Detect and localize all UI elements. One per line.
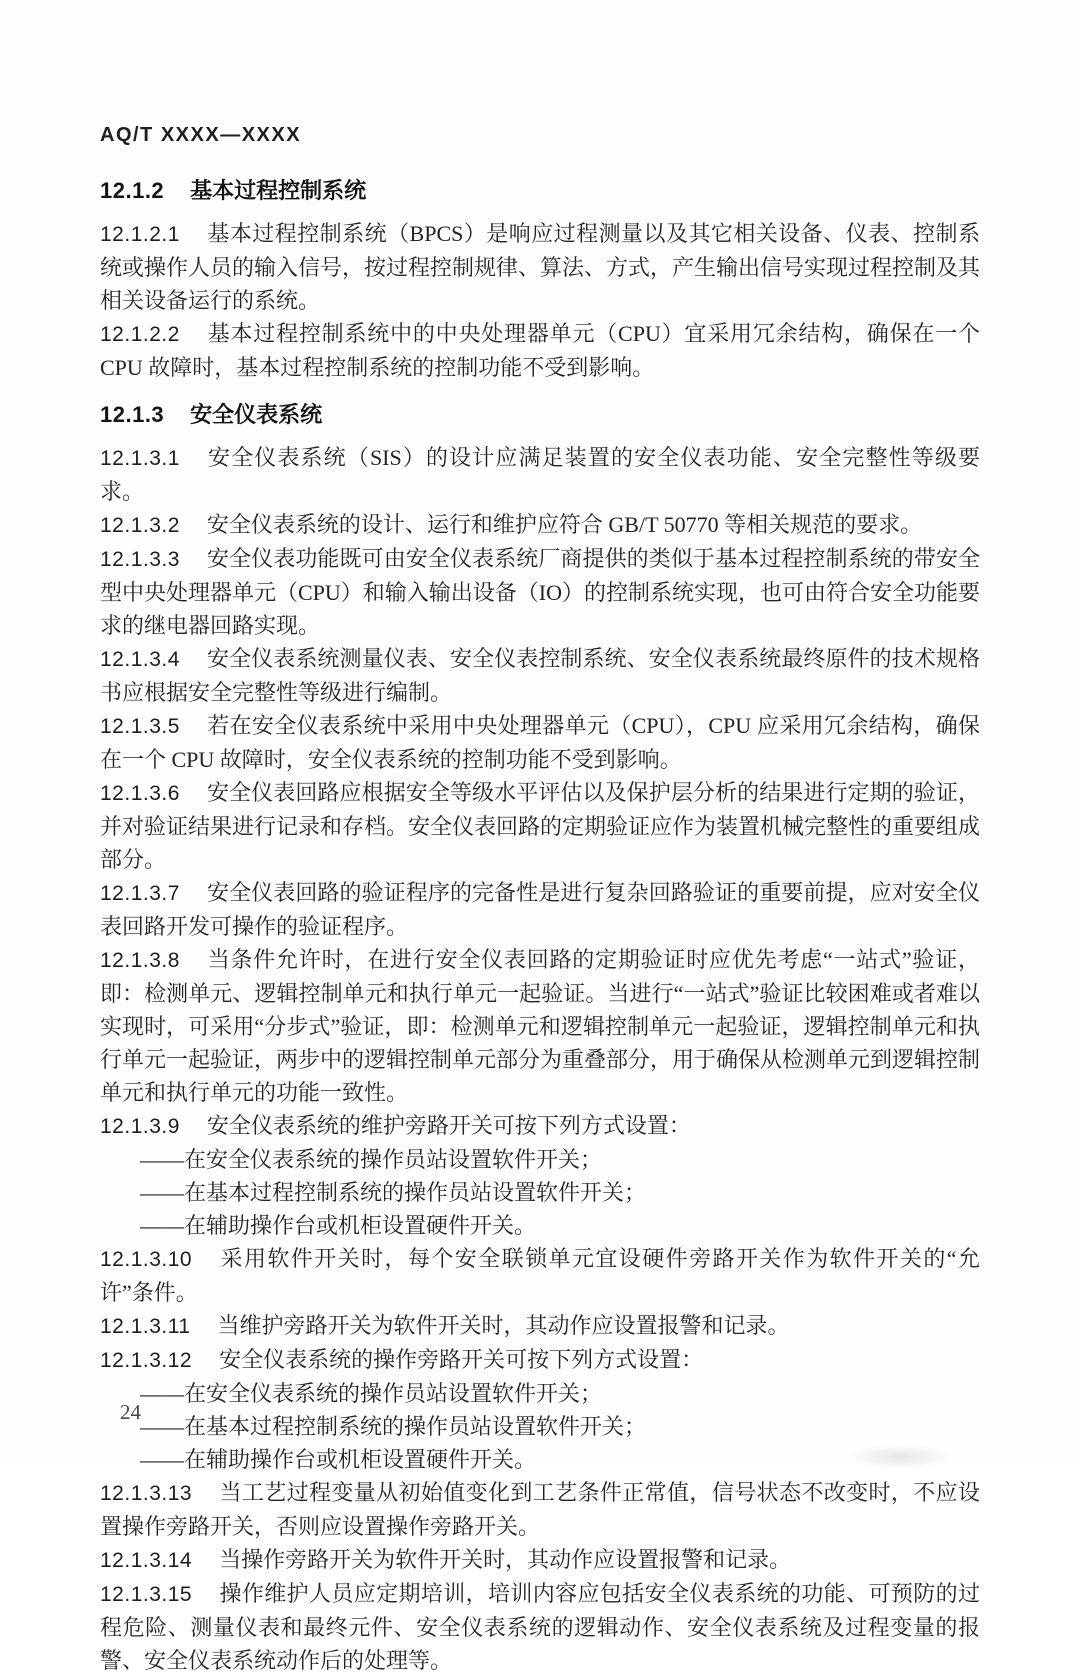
clause-number: 12.1.3.5: [100, 715, 180, 738]
clause-text: 当操作旁路开关为软件开关时，其动作应设置报警和记录。: [219, 1547, 792, 1572]
list-item: ——在基本过程控制系统的操作员站设置软件开关；: [140, 1414, 647, 1439]
clause-number: 12.1.3.6: [100, 782, 180, 805]
clause-text: 安全仪表回路的验证程序的完备性是进行复杂回路验证的重要前提，应对安全仪表回路开发可操作的验证程序。: [100, 880, 980, 939]
section-number: 12.1.3: [100, 402, 165, 427]
list-item: ——在基本过程控制系统的操作员站设置软件开关；: [140, 1180, 647, 1205]
clause-number: 12.1.3.13: [100, 1482, 193, 1505]
list-item: ——在安全仪表系统的操作员站设置软件开关；: [140, 1381, 603, 1406]
clause-paragraph-12-1-2-1: [100, 217, 980, 317]
clause-number: 12.1.3.15: [100, 1583, 193, 1606]
clause-paragraph-12-1-3-4: [100, 642, 980, 709]
clause-paragraph-12-1-3-5: [100, 709, 980, 776]
section-title: 基本过程控制系统: [190, 178, 367, 203]
clause-number: 12.1.3.10: [100, 1248, 193, 1271]
clause-text: 安全仪表功能既可由安全仪表系统厂商提供的类似于基本过程控制系统的带安全型中央处理器单元（CPU）和输入输出设备（IO）的控制系统实现，也可由符合安全功能要求的继电器回路实现。: [100, 546, 981, 638]
clause-number: 12.1.2.2: [100, 323, 180, 346]
clause-text: 安全仪表回路应根据安全等级水平评估以及保护层分析的结果进行定期的验证，并对验证结果进行记录和存档。安全仪表回路的定期验证应作为装置机械完整性的重要组成部分。: [100, 780, 981, 872]
clause-number: 12.1.3.11: [100, 1315, 191, 1338]
clause-paragraph-12-1-3-8: [100, 943, 980, 1109]
clause-number: 12.1.3.1: [100, 447, 180, 470]
clause-text: 当工艺过程变量从初始值变化到工艺条件正常值，信号状态不改变时，不应设置操作旁路开关，否则应设置操作旁路开关。: [100, 1480, 980, 1539]
section-number: 12.1.2: [100, 178, 165, 203]
clause-paragraph-12-1-3-15: [100, 1577, 980, 1677]
clause-number: 12.1.3.3: [100, 548, 180, 571]
clause-paragraph-12-1-3-10: [100, 1242, 980, 1309]
clause-text: 安全仪表系统（SIS）的设计应满足装置的安全仪表功能、安全完整性等级要求。: [100, 445, 980, 504]
list-item: ——在辅助操作台或机柜设置硬件开关。: [140, 1447, 537, 1472]
clause-paragraph-12-1-3-1: [100, 441, 980, 508]
clause-number: 12.1.3.14: [100, 1549, 193, 1572]
clause-number: 12.1.3.4: [100, 648, 180, 671]
clause-paragraph-12-1-3-13: [100, 1476, 980, 1543]
clause-text: 当维护旁路开关为软件开关时，其动作应设置报警和记录。: [217, 1313, 790, 1338]
doc-header: AQ/T XXXX—XXXX: [100, 124, 302, 146]
clause-text: 安全仪表系统的设计、运行和维护应符合 GB/T 50770 等相关规范的要求。: [206, 512, 923, 537]
clause-number: 12.1.3.9: [100, 1115, 180, 1138]
clause-paragraph-12-1-3-7: [100, 876, 980, 943]
clause-text: 当条件允许时，在进行安全仪表回路的定期验证时应优先考虑“一站式”验证，即：检测单元、逻辑控制单元和执行单元一起验证。当进行“一站式”验证比较困难或者难以实现时，可采用“分步式”验证，即：检测单元和逻辑控制单元一起验证，逻辑控制单元和执行单元一起验证，两步中的逻辑控制单元部分为重叠部分，用于确保从检测单元到逻辑控制单元和执行单元的功能一致性。: [100, 947, 981, 1105]
clause-text: 基本过程控制系统（BPCS）是响应过程测量以及其它相关设备、仪表、控制系统或操作人员的输入信号，按过程控制规律、算法、方式，产生输出信号实现过程控制及其相关设备运行的系统。: [100, 221, 981, 313]
clause-number: 12.1.3.7: [100, 882, 180, 905]
clause-paragraph-12-1-3-9: [100, 1109, 980, 1143]
list-item: ——在辅助操作台或机柜设置硬件开关。: [140, 1213, 537, 1238]
section-heading-12-1-2: [100, 176, 980, 206]
list-item: ——在安全仪表系统的操作员站设置软件开关；: [140, 1147, 603, 1172]
section-heading-12-1-3: [100, 400, 980, 430]
clause-text: 安全仪表系统测量仪表、安全仪表控制系统、安全仪表系统最终原件的技术规格书应根据安全完整性等级进行编制。: [100, 646, 980, 705]
clause-paragraph-12-1-3-14: [100, 1543, 980, 1577]
clause-text: 基本过程控制系统中的中央处理器单元（CPU）宜采用冗余结构，确保在一个 CPU 故障时，基本过程控制系统的控制功能不受到影响。: [100, 321, 980, 380]
dash-list-maintenance-bypass: [100, 1143, 980, 1242]
clause-text: 安全仪表系统的维护旁路开关可按下列方式设置：: [206, 1113, 691, 1138]
clause-paragraph-12-1-3-6: [100, 776, 980, 876]
clause-number: 12.1.3.8: [100, 949, 180, 972]
clause-text: 采用软件开关时，每个安全联锁单元宜设硬件旁路开关作为软件开关的“允许”条件。: [100, 1246, 980, 1305]
clause-paragraph-12-1-2-2: [100, 317, 980, 384]
clause-text: 操作维护人员应定期培训，培训内容应包括安全仪表系统的功能、可预防的过程危险、测量仪表和最终元件、安全仪表系统的逻辑动作、安全仪表系统及过程变量的报警、安全仪表系统动作后的处理等。: [100, 1581, 980, 1673]
clause-paragraph-12-1-3-12: [100, 1343, 980, 1377]
dash-list-operation-bypass: [100, 1377, 980, 1476]
clause-paragraph-12-1-3-3: [100, 542, 980, 642]
clause-text: 若在安全仪表系统中采用中央处理器单元（CPU），CPU 应采用冗余结构，确保在一个 CPU 故障时，安全仪表系统的控制功能不受到影响。: [100, 713, 980, 772]
clause-number: 12.1.3.2: [100, 514, 180, 537]
page-number: 24: [120, 1400, 141, 1424]
clause-number: 12.1.2.1: [100, 223, 180, 246]
clause-paragraph-12-1-3-11: [100, 1309, 980, 1343]
clause-paragraph-12-1-3-2: [100, 508, 980, 542]
clause-text: 安全仪表系统的操作旁路开关可按下列方式设置：: [219, 1347, 704, 1372]
section-title: 安全仪表系统: [190, 402, 323, 427]
clause-number: 12.1.3.12: [100, 1349, 193, 1372]
